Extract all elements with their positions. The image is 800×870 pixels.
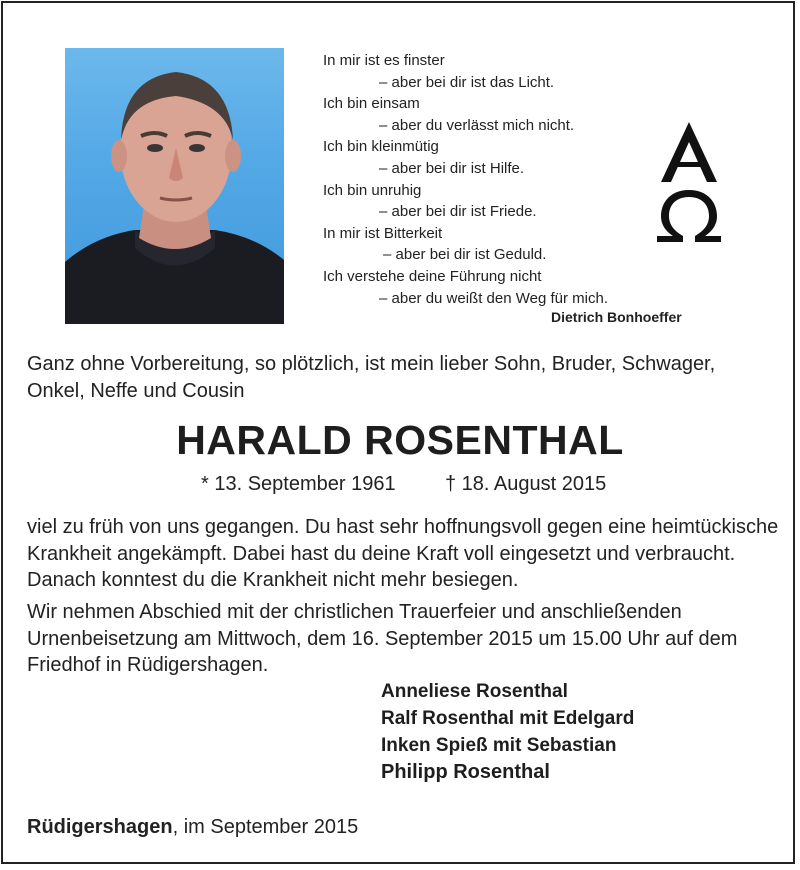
deceased-name: HARALD ROSENTHAL xyxy=(176,417,624,463)
closing-line xyxy=(27,816,358,839)
signers-list xyxy=(381,679,634,786)
birth-date: * 13. September 1961 xyxy=(201,473,396,495)
signer: Inken Spieß mit Sebastian xyxy=(381,734,617,756)
intro-text: Ganz ohne Vorbereitung, so plötzlich, ist mein lieber Sohn, Bruder, Schwager, Onkel, Neffe und Cousin xyxy=(27,353,716,402)
poem-line: – aber du weißt den Weg für mich. xyxy=(379,289,608,307)
poem xyxy=(323,50,703,309)
signer: Philipp Rosenthal xyxy=(381,761,550,784)
poem-line: – aber bei dir ist Hilfe. xyxy=(379,159,525,177)
paragraph-passing: viel zu früh von uns gegangen. Du hast sehr hoffnungsvoll gegen eine heimtückische Krankheit angekämpft. Dabei hast du deine Kraft voll eingesetzt und verbraucht. Danach konntest du die Krankheit nicht mehr besiegen. xyxy=(27,516,779,591)
poem-line: In mir ist es finster xyxy=(323,52,445,69)
signer: Anneliese Rosenthal xyxy=(381,681,568,702)
poem-line: – aber bei dir ist das Licht. xyxy=(379,73,555,91)
signer: Ralf Rosenthal mit Edelgard xyxy=(381,707,635,729)
poem-line: Ich bin einsam xyxy=(323,95,420,113)
poem-line: In mir ist Bitterkeit xyxy=(323,224,443,242)
poem-line: Ich bin unruhig xyxy=(323,181,422,199)
poem-author: Dietrich Bonhoeffer xyxy=(551,309,682,325)
death-date: † 18. August 2015 xyxy=(445,473,607,495)
poem-line: – aber bei dir ist Friede. xyxy=(379,203,537,221)
obituary-card xyxy=(1,1,795,864)
poem-line: – aber du verlässt mich nicht. xyxy=(379,116,575,134)
poem-line: Ich bin kleinmütig xyxy=(323,138,439,156)
alpha-omega-icon xyxy=(653,120,725,242)
poem-line: Ich verstehe deine Führung nicht xyxy=(323,267,542,285)
closing-place: Rüdigershagen xyxy=(27,816,173,838)
poem-line: – aber bei dir ist Geduld. xyxy=(383,246,547,264)
closing-date: , im September 2015 xyxy=(172,816,359,838)
paragraph-funeral: Wir nehmen Abschied mit der christlichen Trauerfeier und anschließenden Urnenbeisetzung am Mittwoch, dem 16. September 2015 um 15.00 Uhr auf dem Friedhof in Rüdigershagen. xyxy=(27,601,738,676)
portrait-photo xyxy=(65,48,284,324)
